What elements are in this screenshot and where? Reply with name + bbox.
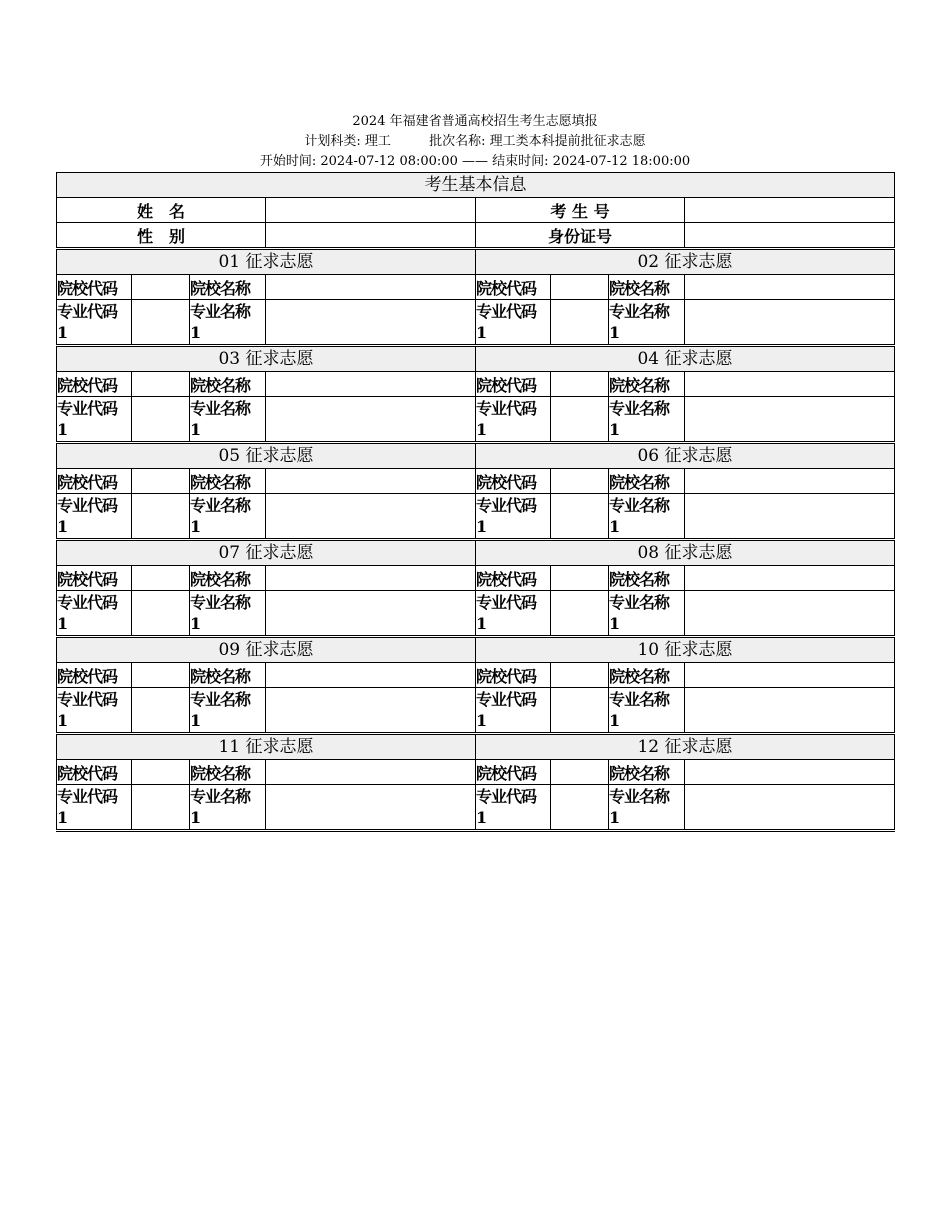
school-code-field[interactable] [132,566,190,591]
major-name-label [190,785,266,831]
school-code-field[interactable] [551,663,609,688]
major-name-label-text: 专业名称 [190,787,251,806]
school-code-label: 院校代码 [57,275,132,300]
major-code-field[interactable] [551,785,609,831]
school-code-label: 院校代码 [476,760,551,785]
major-name-field[interactable] [266,300,476,346]
batch-label: 批次名称: [429,134,486,149]
choice-header: 08 征求志愿 [476,540,895,566]
school-name-field[interactable] [685,275,895,300]
start-value: 2024-07-12 08:00:00 [320,154,458,169]
school-name-field[interactable] [266,372,476,397]
major-code-index: 1 [57,614,68,633]
school-name-label: 院校名称 [190,760,266,785]
school-code-label: 院校代码 [57,469,132,494]
major-name-index: 1 [609,323,620,342]
major-code-label [57,300,132,346]
school-code-label: 院校代码 [476,275,551,300]
time-line [0,152,950,172]
major-code-field[interactable] [132,397,190,443]
time-separator: —— [462,154,488,169]
major-name-label [609,494,685,540]
application-form-table [56,172,895,832]
school-code-label: 院校代码 [57,663,132,688]
major-name-label [190,300,266,346]
school-code-field[interactable] [551,275,609,300]
major-name-field[interactable] [266,785,476,831]
school-code-field[interactable] [132,663,190,688]
major-name-field[interactable] [266,688,476,734]
major-code-field[interactable] [132,300,190,346]
basic-info-header: 考生基本信息 [57,173,895,198]
school-name-field[interactable] [266,663,476,688]
major-code-index: 1 [57,517,68,536]
school-name-field[interactable] [266,275,476,300]
title-text: 2024 年福建省普通高校招生考生志愿填报 [352,114,598,129]
major-name-field[interactable] [266,494,476,540]
major-code-index: 1 [57,808,68,827]
school-name-field[interactable] [685,760,895,785]
major-name-label-text: 专业名称 [190,690,251,709]
major-code-label [476,494,551,540]
major-name-label-text: 专业名称 [609,302,670,321]
major-name-label [609,591,685,637]
major-name-index: 1 [609,711,620,730]
school-code-label: 院校代码 [57,372,132,397]
end-label: 结束时间: [492,154,549,169]
major-name-label [190,591,266,637]
major-code-label [476,591,551,637]
school-name-label: 院校名称 [609,760,685,785]
major-code-index: 1 [57,711,68,730]
major-name-index: 1 [190,614,201,633]
major-name-index: 1 [609,614,620,633]
major-name-label [609,785,685,831]
school-name-field[interactable] [266,469,476,494]
major-code-field[interactable] [132,688,190,734]
school-name-field[interactable] [685,469,895,494]
major-code-field[interactable] [551,494,609,540]
major-name-index: 1 [190,420,201,439]
major-code-label [476,785,551,831]
school-name-field[interactable] [685,566,895,591]
major-name-label [190,494,266,540]
major-code-label-text: 专业代码 [476,690,537,709]
major-name-index: 1 [190,517,201,536]
major-code-field[interactable] [551,591,609,637]
school-code-label: 院校代码 [476,469,551,494]
choice-header: 06 征求志愿 [476,443,895,469]
major-name-index: 1 [609,517,620,536]
major-name-index: 1 [609,420,620,439]
choice-header: 01 征求志愿 [57,249,476,275]
id-number-label: 身份证号 [476,223,685,249]
major-name-field[interactable] [685,688,895,734]
major-code-label [476,688,551,734]
end-value: 2024-07-12 18:00:00 [552,154,691,169]
major-name-label [190,397,266,443]
major-code-field[interactable] [132,494,190,540]
school-code-field[interactable] [132,372,190,397]
major-name-label [609,300,685,346]
start-label: 开始时间: [259,154,317,169]
major-code-index: 1 [476,517,487,536]
major-name-label-text: 专业名称 [190,399,251,418]
major-code-field[interactable] [132,591,190,637]
school-code-field[interactable] [551,760,609,785]
school-name-label: 院校名称 [190,372,266,397]
major-name-index: 1 [190,711,201,730]
school-code-label: 院校代码 [476,566,551,591]
major-name-label [190,688,266,734]
major-code-index: 1 [476,711,487,730]
major-code-label [57,397,132,443]
page-title [0,112,950,132]
major-code-label-text: 专业代码 [57,302,118,321]
school-code-field[interactable] [551,372,609,397]
major-name-field[interactable] [685,494,895,540]
choice-header: 02 征求志愿 [476,249,895,275]
major-name-index: 1 [609,808,620,827]
major-code-index: 1 [57,420,68,439]
choice-header: 11 征求志愿 [57,734,476,760]
major-name-label-text: 专业名称 [609,399,670,418]
major-code-label [57,785,132,831]
major-code-index: 1 [57,323,68,342]
major-code-label-text: 专业代码 [476,593,537,612]
plan-batch-line [0,132,950,152]
major-name-field[interactable] [266,591,476,637]
school-name-label: 院校名称 [609,663,685,688]
school-name-label: 院校名称 [190,663,266,688]
plan-value: 理工 [364,134,391,149]
major-code-index: 1 [476,808,487,827]
name-field[interactable] [266,198,476,223]
school-code-field[interactable] [551,469,609,494]
major-code-index: 1 [476,614,487,633]
major-code-label [57,591,132,637]
choice-header: 04 征求志愿 [476,346,895,372]
gender-field[interactable] [266,223,476,249]
major-name-label [609,688,685,734]
major-code-label [476,300,551,346]
school-code-field[interactable] [132,760,190,785]
school-name-label: 院校名称 [190,469,266,494]
major-code-label [57,494,132,540]
choice-header: 05 征求志愿 [57,443,476,469]
major-code-label-text: 专业代码 [57,787,118,806]
school-code-label: 院校代码 [57,566,132,591]
choice-header: 09 征求志愿 [57,637,476,663]
school-name-label: 院校名称 [190,275,266,300]
major-code-field[interactable] [551,397,609,443]
school-code-field[interactable] [132,469,190,494]
school-code-label: 院校代码 [57,760,132,785]
major-code-label [57,688,132,734]
choice-header: 10 征求志愿 [476,637,895,663]
major-name-label [609,397,685,443]
school-name-label: 院校名称 [609,469,685,494]
school-name-label: 院校名称 [609,566,685,591]
major-code-label-text: 专业代码 [476,302,537,321]
major-name-label-text: 专业名称 [609,593,670,612]
major-name-label-text: 专业名称 [190,496,251,515]
gender-label: 性 别 [57,223,266,249]
school-code-field[interactable] [551,566,609,591]
school-name-field[interactable] [685,663,895,688]
major-name-field[interactable] [685,397,895,443]
plan-label: 计划科类: [304,134,361,149]
major-code-label-text: 专业代码 [476,399,537,418]
school-name-label: 院校名称 [609,275,685,300]
major-code-label-text: 专业代码 [476,496,537,515]
exam-number-field[interactable] [685,198,895,223]
major-name-field[interactable] [685,785,895,831]
major-name-label-text: 专业名称 [609,690,670,709]
major-name-label-text: 专业名称 [190,302,251,321]
major-name-label-text: 专业名称 [609,787,670,806]
choice-header: 12 征求志愿 [476,734,895,760]
major-code-label-text: 专业代码 [57,593,118,612]
major-name-field[interactable] [685,300,895,346]
major-name-index: 1 [190,323,201,342]
major-code-field[interactable] [551,300,609,346]
school-code-label: 院校代码 [476,663,551,688]
school-name-field[interactable] [685,372,895,397]
major-name-label-text: 专业名称 [609,496,670,515]
batch-value: 理工类本科提前批征求志愿 [489,134,646,149]
major-name-field[interactable] [266,397,476,443]
school-name-label: 院校名称 [609,372,685,397]
name-label: 姓 名 [57,198,266,223]
school-code-label: 院校代码 [476,372,551,397]
major-code-label-text: 专业代码 [57,399,118,418]
major-code-field[interactable] [132,785,190,831]
major-name-label-text: 专业名称 [190,593,251,612]
major-code-index: 1 [476,420,487,439]
school-name-field[interactable] [266,760,476,785]
major-name-index: 1 [190,808,201,827]
major-code-label [476,397,551,443]
school-name-label: 院校名称 [190,566,266,591]
id-number-field[interactable] [685,223,895,249]
school-code-field[interactable] [132,275,190,300]
choice-header: 07 征求志愿 [57,540,476,566]
exam-number-label: 考 生 号 [476,198,685,223]
major-code-index: 1 [476,323,487,342]
major-name-field[interactable] [685,591,895,637]
major-code-label-text: 专业代码 [57,496,118,515]
choice-header: 03 征求志愿 [57,346,476,372]
major-code-field[interactable] [551,688,609,734]
major-code-label-text: 专业代码 [476,787,537,806]
school-name-field[interactable] [266,566,476,591]
major-code-label-text: 专业代码 [57,690,118,709]
